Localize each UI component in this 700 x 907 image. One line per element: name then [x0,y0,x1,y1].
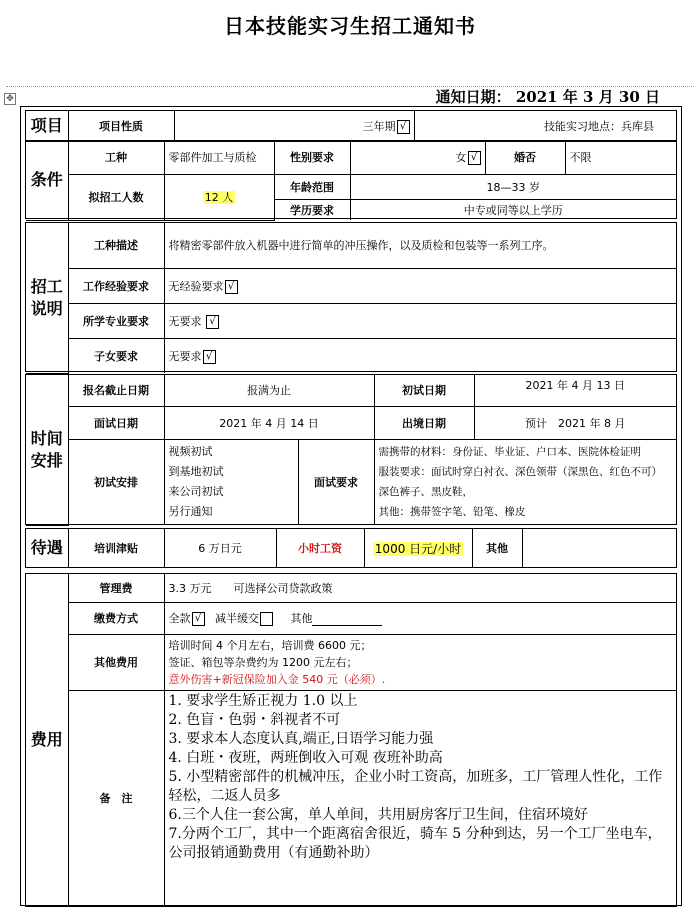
checkbox-empty[interactable] [260,612,273,626]
gender-label: 性别要求 [274,141,350,174]
marital-value: 不限 [565,141,676,174]
gender-text: 女 [455,151,467,165]
insurance-fee-line: 意外伤害+新冠保险加入金 540 元（必须）. [168,672,386,686]
training-allowance-label: 培训津贴 [68,529,164,567]
project-term: 三年期 [362,120,396,133]
payment-method-label: 缴费方式 [68,602,164,634]
section-recruitment [25,222,677,372]
training-allowance-value: 6 万日元 [164,529,276,567]
payment-full-label: 全款 [168,612,191,625]
section-conditions-title: 条件 [26,141,68,220]
remarks-list [164,690,676,906]
table-move-handle-icon[interactable]: ✥ [4,93,16,105]
departure-label: 出境日期 [374,406,474,439]
payment-method-options [164,602,676,634]
requirement-item: 服装要求：面试时穿白衬衣、深色领带（深黑色、红色不可） [378,466,662,479]
first-test-label: 初试日期 [374,375,474,406]
gender-value [350,141,485,174]
other-fee-line: 签证、箱包等杂费约为 1200 元左右； [168,655,358,669]
arrangement-item: 另行通知 [168,505,213,519]
marital-label: 婚否 [485,141,565,174]
notice-date-label: 通知日期： [435,88,511,106]
remark-item: 5. 小型精密部件的机械冲压，企业小时工资高，加班多，工厂管理人性化，工作轻松，二返人员多 [168,768,663,804]
checkbox-checked[interactable]: √ [468,151,481,165]
remark-item: 4. 白班・夜班，两班倒收入可观 夜班补助高 [168,749,443,766]
checkbox-checked[interactable]: √ [397,120,410,134]
education-label: 学历要求 [274,199,350,220]
section-fees [25,573,677,907]
checkbox-checked[interactable]: √ [192,612,205,626]
section-schedule [25,374,677,525]
section-schedule-title: 时间 安排 [26,375,68,525]
interview-requirement-list [374,439,676,525]
hourly-wage-label: 小时工资 [276,529,364,567]
other-fees-label: 其他费用 [68,634,164,690]
requirement-item: 深色裤子、黑皮鞋， [378,486,473,499]
major-value [164,303,676,338]
arrangement-item: 到基地初试 [168,465,224,479]
departure-value: 预计 2021 年 8 月 [474,406,676,439]
remark-item: 1. 要求学生矫正视力 1.0 以上 [168,692,358,709]
payment-other-label: 其他 [290,612,313,625]
children-label: 子女要求 [68,338,164,373]
recruit-count-label: 拟招工人数 [68,174,164,220]
job-type-value: 零部件加工与质检 [164,141,274,174]
section-conditions [25,140,677,219]
hourly-wage-value: 1000 日元/小时 [374,541,462,556]
age-range-value: 18—33 岁 [350,174,676,199]
other-fees-value [164,634,676,690]
remark-item: 3. 要求本人态度认真,端正,日语学习能力强 [168,730,434,747]
project-nature-value [174,111,414,141]
section-benefits [25,528,677,568]
payment-half-label: 减半缓交 [215,612,259,625]
interview-requirement-label: 面试要求 [298,439,374,525]
document-title: 日本技能实习生招工通知书 [224,14,476,38]
experience-label: 工作经验要求 [68,268,164,303]
notice-date [436,86,660,107]
deadline-label: 报名截止日期 [68,375,164,406]
major-label: 所学专业要求 [68,303,164,338]
payment-other-blank[interactable] [312,615,382,626]
remark-item: 2. 色盲・色弱・斜视者不可 [168,711,341,728]
requirement-item: 需携带的材料：身份证、毕业证、户口本、医院体检证明 [378,446,641,459]
first-test-arrangement-label: 初试安排 [68,439,164,525]
project-location: 技能实习地点：兵库县 [414,111,676,141]
notice-date-value: 2021 年 3 月 30 日 [515,88,660,106]
arrangement-item: 来公司初试 [168,485,224,499]
checkbox-checked[interactable]: √ [225,280,238,294]
interview-date-label: 面试日期 [68,406,164,439]
requirement-item: 其他：携带签字笔、铅笔、橡皮 [378,506,526,519]
remark-item: 6.三个人住一套公寓，单人单间，共用厨房客厅卫生间，住宿环境好 [168,806,588,823]
job-desc-label: 工种描述 [68,223,164,268]
education-value: 中专或同等以上学历 [350,199,676,220]
arrangement-item: 视频初试 [168,445,213,459]
experience-value [164,268,676,303]
major-text: 无要求 [168,314,202,328]
children-value [164,338,676,373]
benefits-other-label: 其他 [472,529,522,567]
experience-text: 无经验要求 [168,279,224,293]
section-recruitment-title: 招工 说明 [26,223,68,373]
management-fee-value: 3.3 万元 可选择公司贷款政策 [164,574,676,602]
remark-item: 7.分两个工厂，其中一个距离宿舍很近，骑车 5 分种到达，另一个工厂坐电车，公司报销通勤费用（有通勤补助） [168,825,662,861]
job-type-label: 工种 [68,141,164,174]
checkbox-checked[interactable]: √ [203,350,216,364]
remarks-label: 备 注 [68,690,164,906]
form-frame [20,106,682,906]
interview-date-value: 2021 年 4 月 14 日 [164,406,374,439]
section-benefits-title: 待遇 [26,529,68,567]
age-range-label: 年龄范围 [274,174,350,199]
hourly-wage-cell [364,529,472,567]
benefits-other-value [522,529,676,567]
other-fee-line: 培训时间 4 个月左右，培训费 6600 元； [168,638,372,652]
children-text: 无要求 [168,349,202,363]
checkbox-checked[interactable]: √ [206,315,219,329]
section-project-title: 项目 [26,111,68,141]
project-nature-label: 项目性质 [68,111,174,141]
job-desc-value: 将精密零部件放入机器中进行简单的冲压操作，以及质检和包装等一系列工序。 [164,223,676,268]
first-test-arrangement-list [164,439,298,525]
recruit-count-cell [164,174,274,220]
management-fee-label: 管理费 [68,574,164,602]
deadline-value: 报满为止 [164,375,374,406]
section-fees-title: 费用 [26,574,68,906]
first-test-value: 2021 年 4 月 13 日 [474,375,676,406]
section-project [25,110,677,142]
recruit-count-value: 12 人 [204,191,234,204]
